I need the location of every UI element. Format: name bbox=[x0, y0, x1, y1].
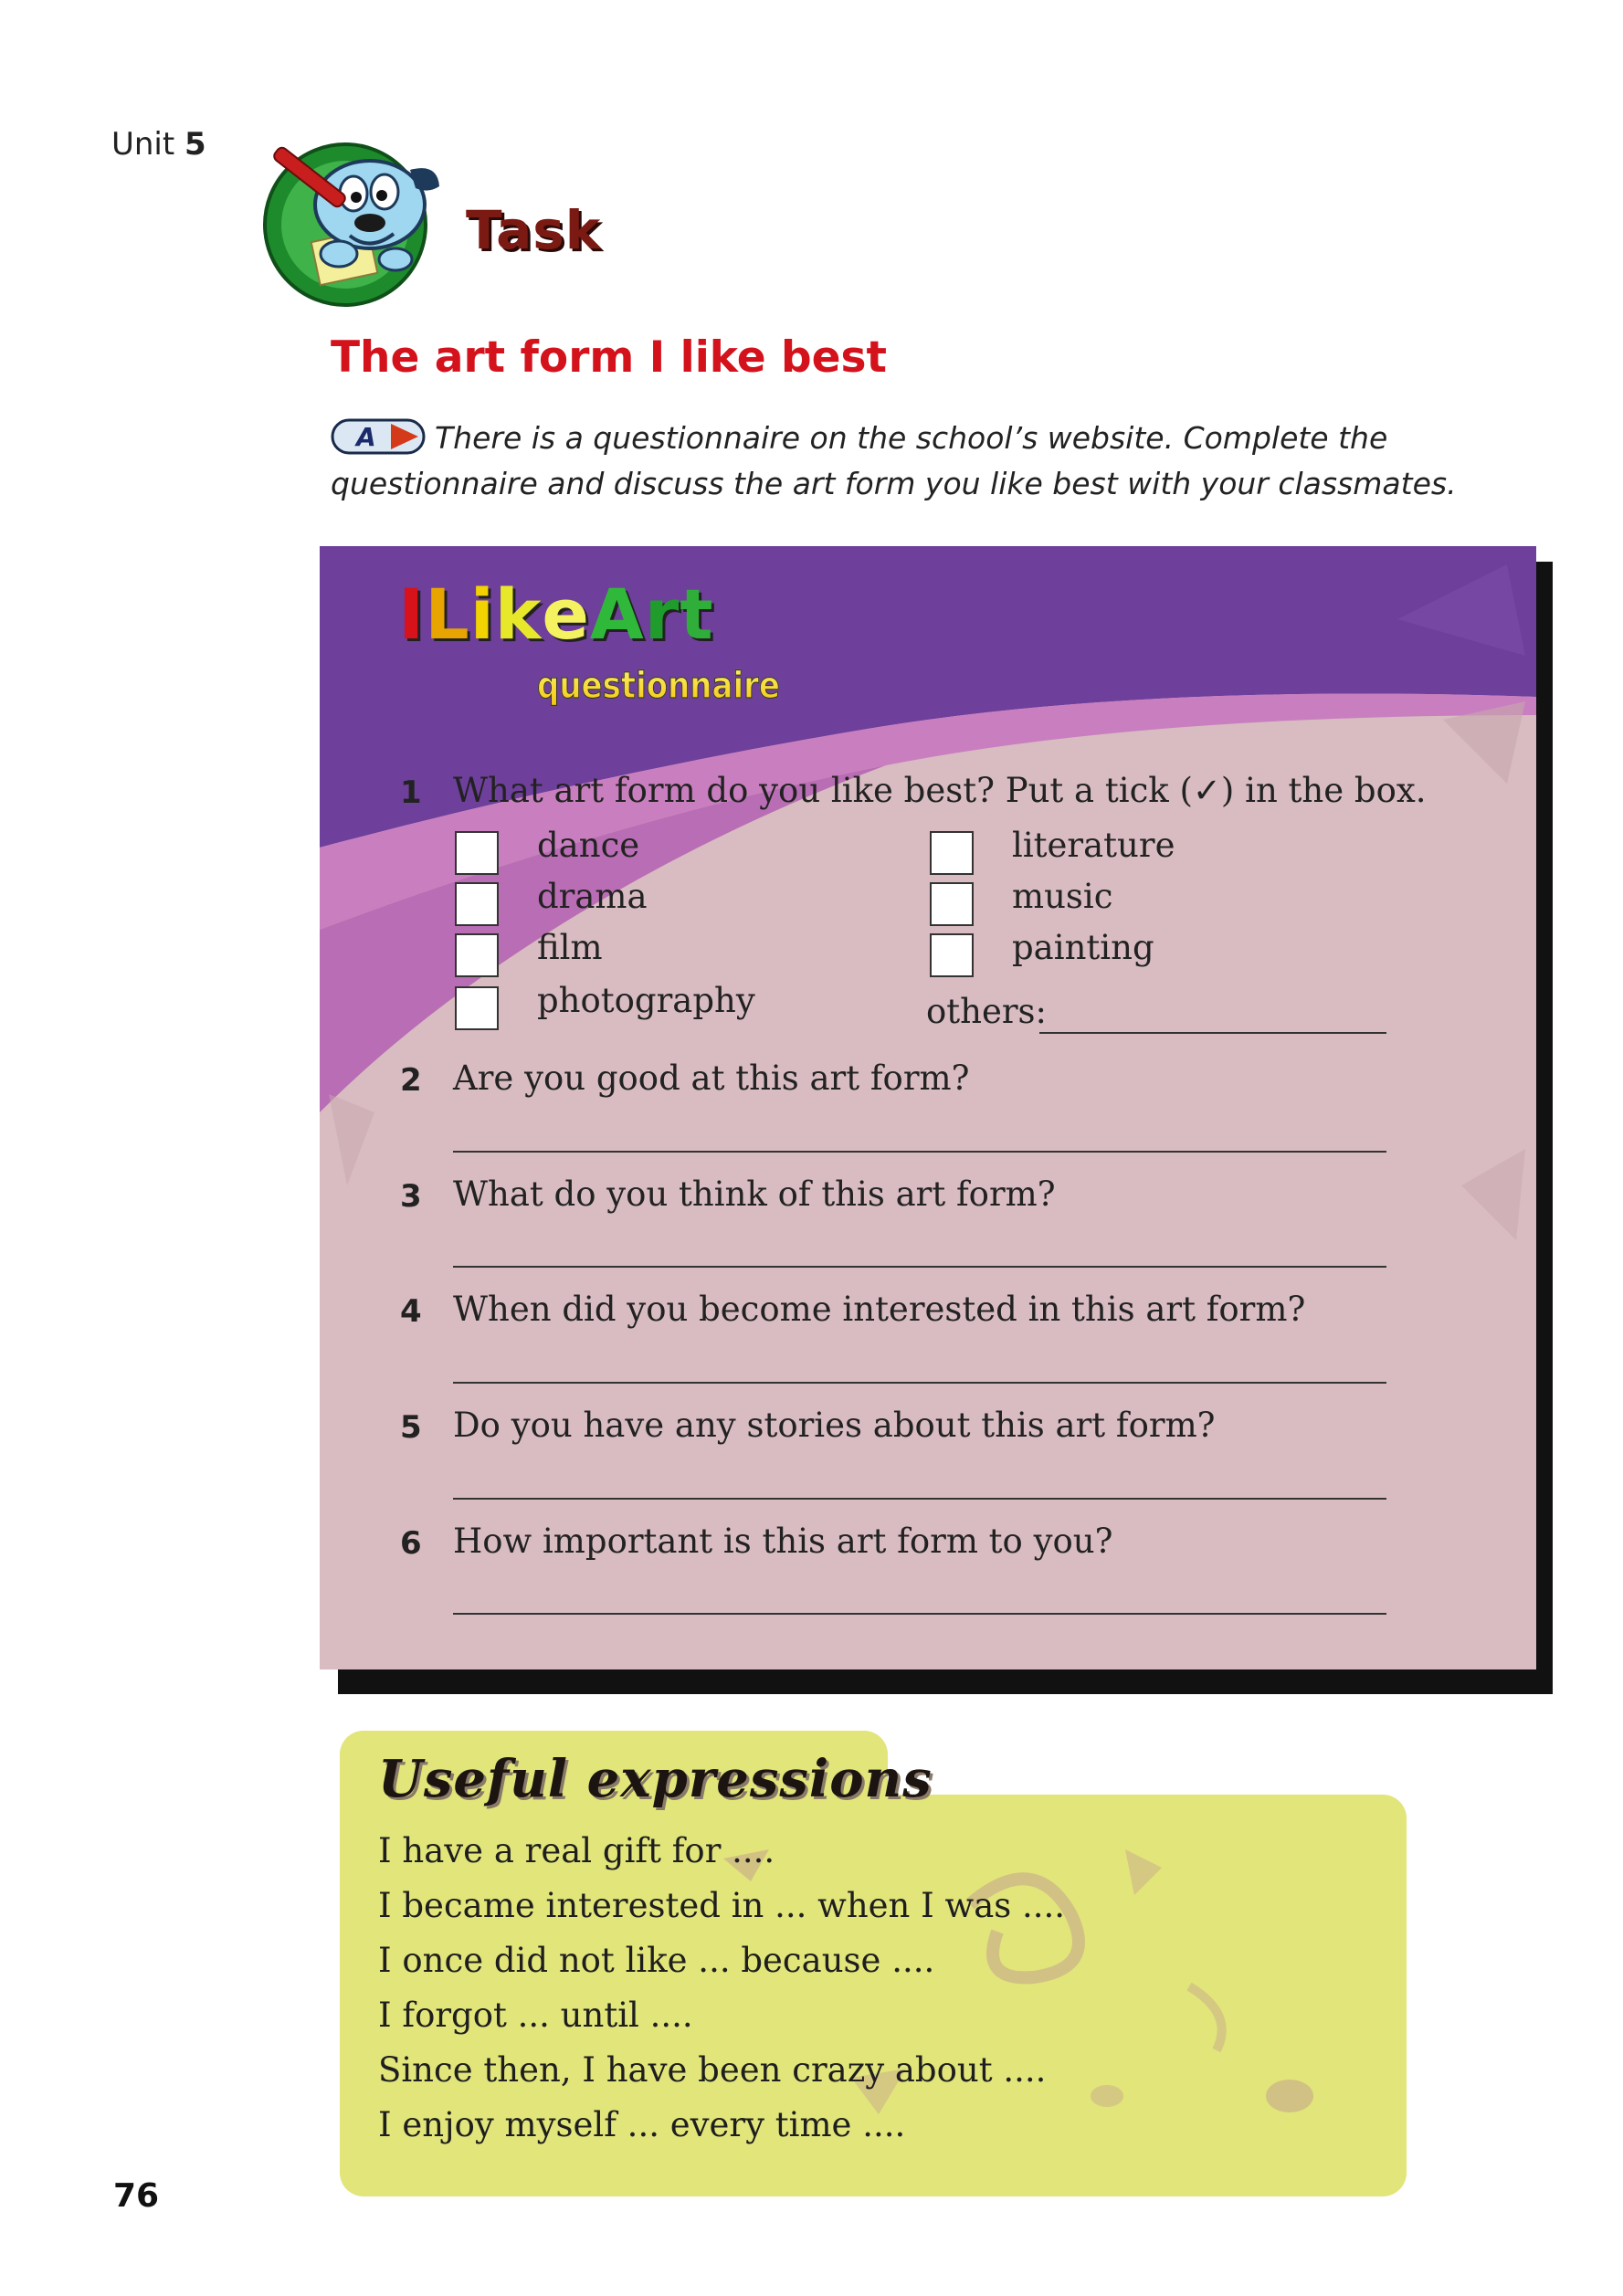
question-number: 5 bbox=[400, 1409, 422, 1446]
answer-line-6[interactable] bbox=[453, 1613, 1386, 1615]
option-label: literature bbox=[1012, 826, 1175, 865]
instruction-text: There is a questionnaire on the school’s website. Complete the questionnaire and discuss the art form you like best with your classmates. bbox=[331, 420, 1457, 501]
answer-line-4[interactable] bbox=[453, 1382, 1386, 1384]
unit-word: Unit bbox=[111, 126, 175, 163]
checkbox-music[interactable] bbox=[930, 882, 974, 926]
question-number: 3 bbox=[400, 1178, 422, 1215]
useful-expressions-box bbox=[340, 1731, 1407, 2196]
question-number: 1 bbox=[400, 774, 422, 811]
answer-line-2[interactable] bbox=[453, 1151, 1386, 1153]
task-title: Task bbox=[466, 199, 602, 261]
section-title: The art form I like best bbox=[331, 332, 888, 383]
answer-line-3[interactable] bbox=[453, 1266, 1386, 1268]
questionnaire-subtitle: questionnaire bbox=[537, 665, 780, 707]
question-text: What do you think of this art form? bbox=[453, 1174, 1056, 1214]
title-letter: A bbox=[589, 574, 645, 655]
option-label: drama bbox=[537, 877, 648, 916]
expression-item: I became interested in ... when I was .... bbox=[378, 1886, 1066, 1925]
title-letter: I bbox=[398, 574, 426, 655]
checkbox-photography[interactable] bbox=[455, 986, 499, 1030]
questionnaire-card bbox=[320, 546, 1536, 1669]
expression-item: I once did not like ... because .... bbox=[378, 1941, 935, 1980]
useful-title: Useful expressions bbox=[378, 1749, 933, 1809]
question-text: Do you have any stories about this art form? bbox=[453, 1406, 1216, 1445]
checkbox-dance[interactable] bbox=[455, 831, 499, 875]
title-letter: L bbox=[425, 574, 470, 655]
activity-a-badge-icon bbox=[331, 418, 426, 455]
questionnaire-banner bbox=[320, 546, 1536, 1669]
checkbox-film[interactable] bbox=[455, 933, 499, 977]
option-label: photography bbox=[537, 981, 755, 1020]
checkbox-literature[interactable] bbox=[930, 831, 974, 875]
answer-line-5[interactable] bbox=[453, 1498, 1386, 1500]
question-text: Are you good at this art form? bbox=[453, 1058, 970, 1098]
page-number: 76 bbox=[113, 2177, 160, 2215]
question-text: How important is this art form to you? bbox=[453, 1522, 1113, 1561]
unit-label bbox=[111, 126, 206, 163]
expression-item: Since then, I have been crazy about .... bbox=[378, 2050, 1047, 2090]
question-text: When did you become interested in this art form? bbox=[453, 1290, 1306, 1329]
badge-letter: A bbox=[356, 421, 376, 452]
instruction bbox=[331, 416, 1545, 507]
option-label: music bbox=[1012, 877, 1113, 916]
title-letter: t bbox=[680, 574, 714, 655]
title-letter: i bbox=[469, 574, 495, 655]
question-number: 2 bbox=[400, 1062, 422, 1099]
dog-mascot-icon bbox=[258, 135, 450, 309]
unit-number: 5 bbox=[184, 126, 206, 163]
questionnaire-title bbox=[398, 574, 714, 655]
expression-item: I enjoy myself ... every time .... bbox=[378, 2105, 906, 2144]
checkbox-drama[interactable] bbox=[455, 882, 499, 926]
option-label: painting bbox=[1012, 928, 1154, 967]
option-label: dance bbox=[537, 826, 640, 865]
question-number: 4 bbox=[400, 1293, 422, 1330]
question-text: What art form do you like best? Put a tick (✓) in the box. bbox=[453, 771, 1427, 810]
title-letter: e bbox=[542, 574, 590, 655]
expression-item: I forgot ... until .... bbox=[378, 1996, 693, 2035]
expression-item: I have a real gift for .... bbox=[378, 1831, 775, 1870]
title-letter: r bbox=[644, 574, 680, 655]
checkbox-painting[interactable] bbox=[930, 933, 974, 977]
question-number: 6 bbox=[400, 1525, 422, 1562]
others-answer-line[interactable] bbox=[1039, 1032, 1386, 1034]
others-label: others: bbox=[926, 992, 1048, 1031]
title-letter: k bbox=[494, 574, 543, 655]
option-label: film bbox=[537, 928, 603, 967]
